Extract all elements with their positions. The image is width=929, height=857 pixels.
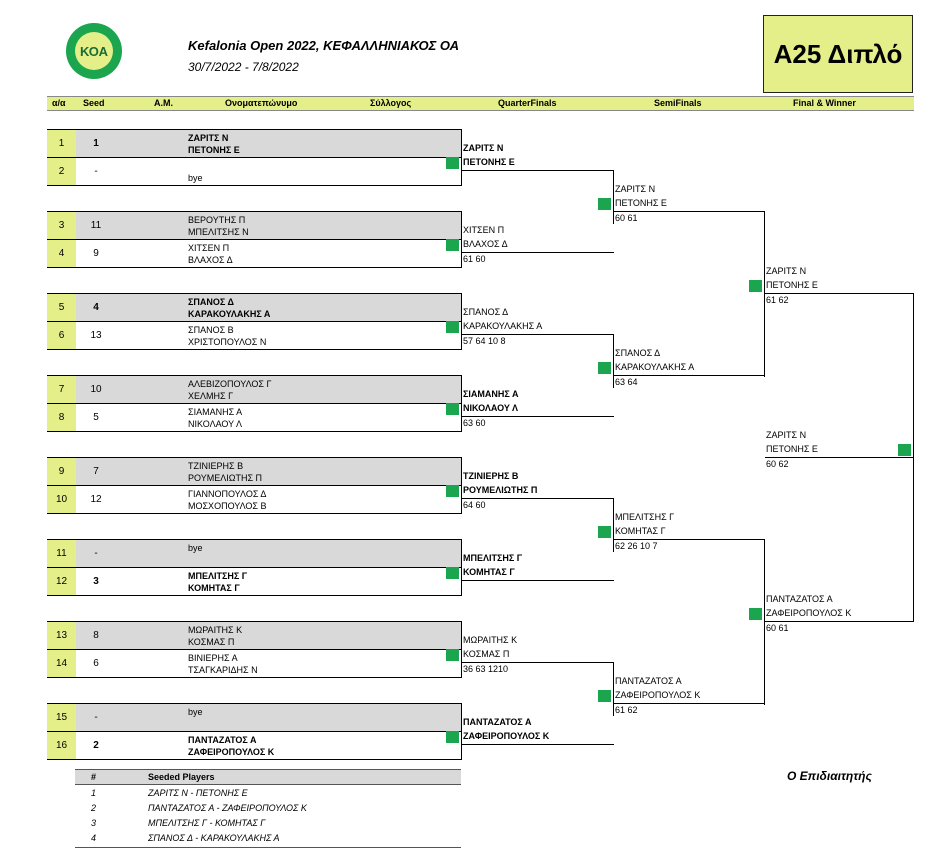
- slot-number: 15: [47, 704, 76, 731]
- slot-topline: [47, 539, 462, 540]
- player-name: ΒΙΝΙΕΡΗΣ Α: [188, 653, 238, 663]
- slot-number: 11: [47, 540, 76, 567]
- advance-marker: [446, 321, 459, 333]
- seeded-number: 4: [91, 833, 97, 843]
- sf-score: 61 62: [615, 705, 638, 715]
- col-sf: SemiFinals: [654, 98, 702, 108]
- qf-player: ΜΠΕΛΙΤΣΗΣ Γ: [463, 553, 523, 563]
- seeded-name: ΠΑΝΤΑΖΑΤΟΣ Α - ΖΑΦΕΙΡΟΠΟΥΛΟΣ Κ: [148, 803, 307, 813]
- advance-marker: [446, 731, 459, 743]
- slot-topline: [47, 703, 462, 704]
- slot-seed: 2: [93, 740, 99, 751]
- seeded-number: 2: [91, 803, 97, 813]
- seeded-title: Seeded Players: [148, 772, 215, 782]
- sf-player: ΖΑΡΙΤΣ Ν: [615, 184, 656, 194]
- advance-marker: [598, 198, 611, 210]
- player-name: ΧΙΤΣΕΝ Π: [188, 243, 230, 253]
- qf-line: [462, 170, 614, 171]
- slot-seed: 12: [90, 494, 102, 505]
- partner-name: ΖΑΦΕΙΡΟΠΟΥΛΟΣ Κ: [188, 747, 275, 757]
- advance-marker: [446, 485, 459, 497]
- qf-line: [462, 580, 614, 581]
- player-name: ΣΠΑΝΟΣ Δ: [188, 297, 234, 307]
- seeded-name: ΖΑΡΙΤΣ Ν - ΠΕΤΟΝΗΣ Ε: [148, 788, 248, 798]
- qf-score: 63 60: [463, 418, 486, 428]
- sf-partner: ΚΟΜΗΤΑΣ Γ: [615, 526, 666, 536]
- qf-player: ΠΑΝΤΑΖΑΤΟΣ Α: [463, 717, 532, 727]
- qf-bracket-line: [461, 293, 462, 349]
- player-name: ΖΑΡΙΤΣ Ν: [188, 133, 229, 143]
- final-bracket-line: [764, 212, 765, 377]
- slot-seed: 4: [93, 302, 99, 313]
- qf-bracket-line: [461, 129, 462, 185]
- qf-player: ΣΙΑΜΑΝΗΣ Α: [463, 389, 519, 399]
- slot-seed: 1: [93, 138, 99, 149]
- slot-topline: [47, 293, 462, 294]
- col-seed: Seed: [83, 98, 105, 108]
- slot-number: 8: [47, 404, 76, 431]
- player-name: ΓΙΑΝΝΟΠΟΥΛΟΣ Δ: [188, 489, 267, 499]
- slot-number: 16: [47, 732, 76, 759]
- partner-name: ΚΟΣΜΑΣ Π: [188, 637, 235, 647]
- player-name: ΜΠΕΛΙΤΣΗΣ Γ: [188, 571, 248, 581]
- advance-marker: [598, 526, 611, 538]
- slot-underline: [47, 267, 462, 268]
- sf-partner: ΠΕΤΟΝΗΣ Ε: [615, 198, 667, 208]
- qf-partner: ΡΟΥΜΕΛΙΩΤΗΣ Π: [463, 485, 538, 495]
- qf-player: ΖΑΡΙΤΣ Ν: [463, 143, 504, 153]
- slot-seed: 13: [90, 330, 102, 341]
- player-name: ΜΩΡΑΙΤΗΣ Κ: [188, 625, 243, 635]
- slot-underline: [47, 431, 462, 432]
- final-player: ΠΑΝΤΑΖΑΤΟΣ Α: [766, 594, 833, 604]
- qf-player: ΤΖΙΝΙΕΡΗΣ Β: [463, 471, 519, 481]
- qf-bracket-line: [461, 211, 462, 267]
- slot-number: 4: [47, 240, 76, 267]
- partner-name: ΜΠΕΛΙΤΣΗΣ Ν: [188, 227, 249, 237]
- slot-underline: [47, 759, 462, 760]
- sf-partner: ΖΑΦΕΙΡΟΠΟΥΛΟΣ Κ: [615, 690, 701, 700]
- advance-marker: [446, 157, 459, 169]
- slot-seed: 5: [93, 412, 99, 423]
- final-partner: ΖΑΦΕΙΡΟΠΟΥΛΟΣ Κ: [766, 608, 852, 618]
- partner-name: ΧΡΙΣΤΟΠΟΥΛΟΣ Ν: [188, 337, 267, 347]
- seeded-row: [75, 831, 461, 846]
- seeded-number: 3: [91, 818, 97, 828]
- sf-score: 60 61: [615, 213, 638, 223]
- slot-number: 7: [47, 376, 76, 403]
- partner-name: ΒΛΑΧΟΣ Δ: [188, 255, 233, 265]
- partner-name: ΧΕΛΜΗΣ Γ: [188, 391, 234, 401]
- sf-partner: ΚΑΡΑΚΟΥΛΑΚΗΣ Α: [615, 362, 695, 372]
- qf-partner: ΖΑΦΕΙΡΟΠΟΥΛΟΣ Κ: [463, 731, 550, 741]
- qf-player: ΧΙΤΣΕΝ Π: [463, 225, 505, 235]
- qf-partner: ΚΟΣΜΑΣ Π: [463, 649, 510, 659]
- seeded-bottom-line: [75, 847, 461, 848]
- sf-player: ΠΑΝΤΑΖΑΤΟΣ Α: [615, 676, 682, 686]
- club-logo: [58, 22, 130, 80]
- slot-seed: 9: [93, 248, 99, 259]
- winner-partner: ΠΕΤΟΝΗΣ Ε: [766, 444, 818, 454]
- partner-name: ΠΕΤΟΝΗΣ Ε: [188, 145, 240, 155]
- slot-number: 13: [47, 622, 76, 649]
- player-name: bye: [188, 707, 203, 717]
- advance-marker: [446, 649, 459, 661]
- qf-score: 64 60: [463, 500, 486, 510]
- advance-marker: [446, 239, 459, 251]
- slot-number: 2: [47, 158, 76, 185]
- seeded-row: [75, 816, 461, 831]
- qf-bracket-line: [461, 703, 462, 759]
- logo-text: ΚΟΑ: [80, 44, 108, 59]
- seeded-header: [75, 769, 461, 785]
- referee-label: Ο Επιδιαιτητής: [787, 769, 872, 783]
- slot-number: 1: [47, 130, 76, 157]
- qf-partner: ΝΙΚΟΛΑΟΥ Λ: [463, 403, 519, 413]
- final-bracket-line: [764, 540, 765, 705]
- slot-number: 10: [47, 486, 76, 513]
- sf-score: 63 64: [615, 377, 638, 387]
- slot-underline: [47, 513, 462, 514]
- partner-name: bye: [188, 173, 203, 183]
- slot-topline: [47, 211, 462, 212]
- advance-marker: [749, 608, 762, 620]
- partner-name: ΜΟΣΧΟΠΟΥΛΟΣ Β: [188, 501, 267, 511]
- slot-number: 14: [47, 650, 76, 677]
- qf-bracket-line: [461, 539, 462, 595]
- player-name: ΑΛΕΒΙΖΟΠΟΥΛΟΣ Γ: [188, 379, 272, 389]
- col-am: Α.Μ.: [154, 98, 173, 108]
- advance-marker: [446, 567, 459, 579]
- final-partner: ΠΕΤΟΝΗΣ Ε: [766, 280, 818, 290]
- player-name: ΤΖΙΝΙΕΡΗΣ Β: [188, 461, 244, 471]
- advance-marker: [598, 362, 611, 374]
- slot-seed: 3: [93, 576, 99, 587]
- slot-seed: -: [94, 548, 98, 559]
- qf-partner: ΚΟΜΗΤΑΣ Γ: [463, 567, 515, 577]
- qf-player: ΜΩΡΑΙΤΗΣ Κ: [463, 635, 518, 645]
- slot-number: 12: [47, 568, 76, 595]
- sf-player: ΣΠΑΝΟΣ Δ: [615, 348, 661, 358]
- slot-number: 6: [47, 322, 76, 349]
- partner-name: ΝΙΚΟΛΑΟΥ Λ: [188, 419, 242, 429]
- qf-score: 36 63 1210: [463, 664, 509, 674]
- qf-bracket-line: [461, 375, 462, 431]
- qf-partner: ΚΑΡΑΚΟΥΛΑΚΗΣ Α: [463, 321, 543, 331]
- slot-underline: [47, 595, 462, 596]
- slot-topline: [47, 129, 462, 130]
- qf-bracket-line: [461, 621, 462, 677]
- winner-score: 60 62: [766, 459, 789, 469]
- slot-underline: [47, 349, 462, 350]
- player-name: ΣΠΑΝΟΣ Β: [188, 325, 234, 335]
- final-score: 60 61: [766, 623, 789, 633]
- partner-name: ΡΟΥΜΕΛΙΩΤΗΣ Π: [188, 473, 263, 483]
- player-name: ΣΙΑΜΑΝΗΣ Α: [188, 407, 243, 417]
- player-name: ΒΕΡΟΥΤΗΣ Π: [188, 215, 246, 225]
- sf-score: 62 26 10 7: [615, 541, 658, 551]
- qf-bracket-line: [461, 457, 462, 513]
- slot-seed: -: [94, 712, 98, 723]
- col-final: Final & Winner: [793, 98, 856, 108]
- slot-seed: 10: [90, 384, 102, 395]
- event-name: Kefalonia Open 2022, ΚΕΦΑΛΛΗΝΙΑΚΟΣ ΟΑ: [188, 38, 459, 53]
- sf-bracket-line: [613, 335, 614, 388]
- advance-marker: [446, 403, 459, 415]
- col-qf: QuarterFinals: [498, 98, 557, 108]
- partner-name: ΤΣΑΓΚΑΡΙΔΗΣ Ν: [188, 665, 258, 675]
- col-club: Σύλλογος: [370, 98, 412, 108]
- slot-number: 5: [47, 294, 76, 321]
- qf-player: ΣΠΑΝΟΣ Δ: [463, 307, 509, 317]
- slot-seed: 11: [90, 220, 102, 231]
- seeded-number: 1: [91, 788, 97, 798]
- sf-bracket-line: [613, 171, 614, 224]
- seeded-name: ΜΠΕΛΙΤΣΗΣ Γ - ΚΟΜΗΤΑΣ Γ: [148, 818, 266, 828]
- sf-bracket-line: [613, 499, 614, 552]
- slot-underline: [47, 677, 462, 678]
- player-name: bye: [188, 543, 203, 553]
- partner-name: ΚΑΡΑΚΟΥΛΑΚΗΣ Α: [188, 309, 271, 319]
- player-name: ΠΑΝΤΑΖΑΤΟΣ Α: [188, 735, 257, 745]
- advance-marker: [898, 444, 911, 456]
- seeded-row: [75, 801, 461, 816]
- qf-partner: ΠΕΤΟΝΗΣ Ε: [463, 157, 515, 167]
- seeded-row: [75, 786, 461, 801]
- final-player: ΖΑΡΙΤΣ Ν: [766, 266, 807, 276]
- qf-partner: ΒΛΑΧΟΣ Δ: [463, 239, 508, 249]
- event-dates: 30/7/2022 - 7/8/2022: [188, 60, 299, 74]
- slot-topline: [47, 375, 462, 376]
- slot-seed: 7: [93, 466, 99, 477]
- column-header-bar: [47, 96, 914, 111]
- partner-name: ΚΟΜΗΤΑΣ Γ: [188, 583, 240, 593]
- qf-score: 61 60: [463, 254, 486, 264]
- slot-seed: -: [94, 166, 98, 177]
- category-title: Α25 Διπλό: [763, 15, 913, 93]
- slot-number: 9: [47, 458, 76, 485]
- winner-player: ΖΑΡΙΤΣ Ν: [766, 430, 807, 440]
- slot-number: 3: [47, 212, 76, 239]
- slot-seed: 8: [93, 630, 99, 641]
- advance-marker: [598, 690, 611, 702]
- col-name: Ονοματεπώνυμο: [225, 98, 298, 108]
- seeded-name: ΣΠΑΝΟΣ Δ - ΚΑΡΑΚΟΥΛΑΚΗΣ Α: [148, 833, 280, 843]
- slot-seed: 6: [93, 658, 99, 669]
- col-aa: α/α: [52, 98, 66, 108]
- advance-marker: [749, 280, 762, 292]
- sf-player: ΜΠΕΛΙΤΣΗΣ Γ: [615, 512, 675, 522]
- seeded-hash: #: [91, 772, 97, 782]
- slot-underline: [47, 185, 462, 186]
- final-score: 61 62: [766, 295, 789, 305]
- qf-score: 57 64 10 8: [463, 336, 506, 346]
- sf-bracket-line: [613, 663, 614, 716]
- slot-topline: [47, 457, 462, 458]
- slot-topline: [47, 621, 462, 622]
- qf-line: [462, 744, 614, 745]
